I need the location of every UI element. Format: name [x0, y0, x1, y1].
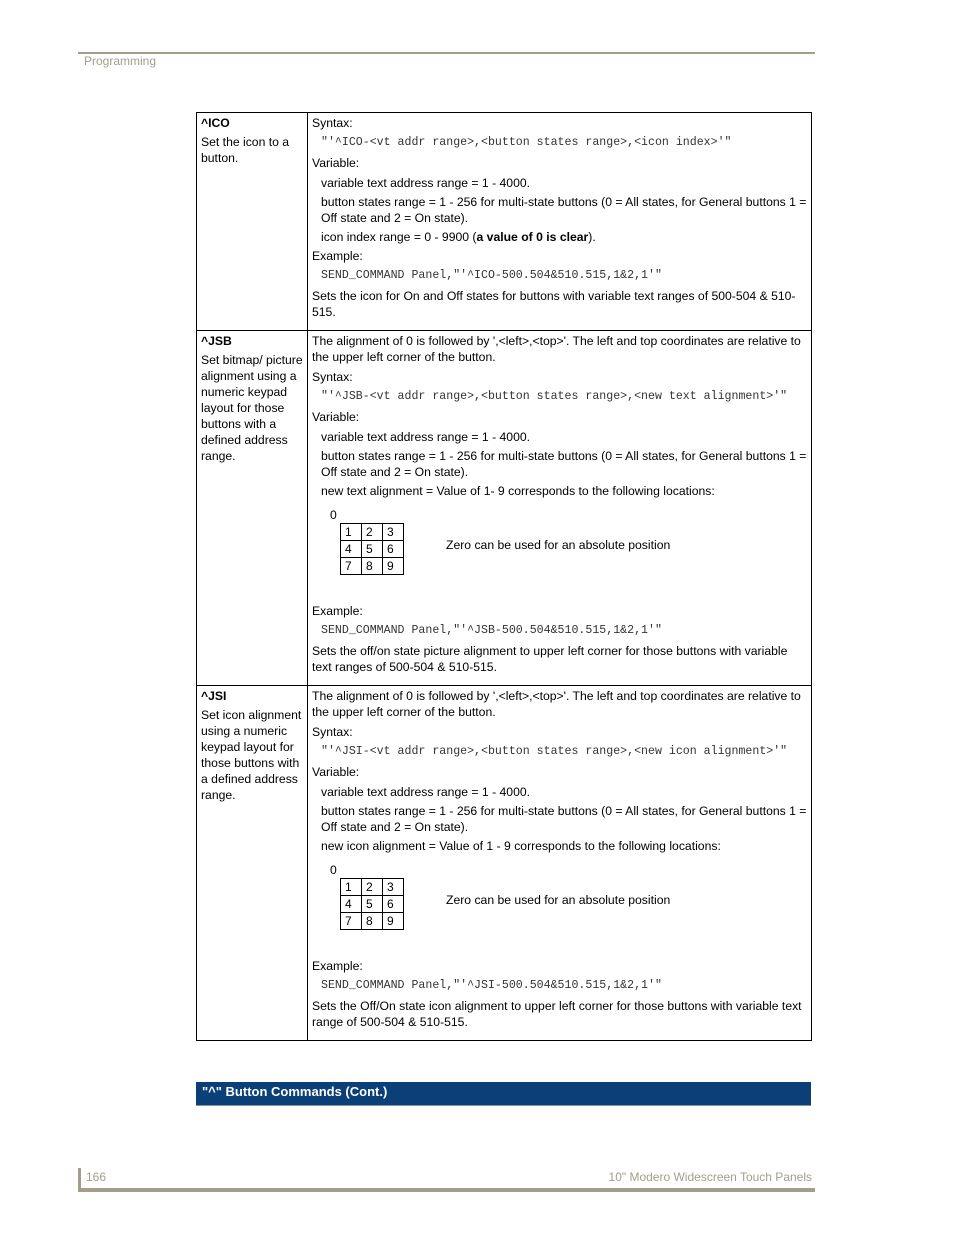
keypad-cell: 5 [362, 896, 383, 913]
command-name: ^JSI [201, 689, 227, 703]
command-brief: Set icon alignment using a numeric keypad layout for those buttons with a defined address range. [201, 708, 302, 802]
variable-item: variable text address range = 1 - 4000. [321, 785, 531, 799]
table-caption-bar [196, 1082, 811, 1106]
command-name: ^ICO [201, 116, 230, 130]
example-label: Example: [312, 959, 363, 973]
syntax-label: Syntax: [312, 725, 353, 739]
footer-rule [78, 1188, 815, 1192]
keypad-layout [312, 507, 807, 599]
command-table [196, 112, 812, 1041]
variable-label: Variable: [312, 410, 360, 424]
keypad-cell: 9 [383, 558, 404, 575]
keypad-cell: 5 [362, 541, 383, 558]
zero-note: Zero can be used for an absolute position [446, 893, 671, 907]
keypad-zero-label: 0 [330, 508, 337, 522]
keypad-cell: 1 [341, 879, 362, 896]
example-result: Sets the icon for On and Off states for buttons with variable text ranges of 500-504 & 510-515. [312, 289, 796, 319]
keypad-cell: 7 [341, 913, 362, 930]
table-row [197, 686, 812, 1041]
keypad-cell: 1 [341, 524, 362, 541]
example-code: SEND_COMMAND Panel,"'^JSI-500.504&510.515,1&2,1'" [321, 979, 662, 992]
command-intro: The alignment of 0 is followed by ',<left>,<top>'. The left and top coordinates are relative to the upper left corner of the button. [312, 689, 801, 719]
command-name-cell [197, 331, 308, 686]
variable-item: variable text address range = 1 - 4000. [321, 176, 531, 190]
variable-item [321, 229, 807, 245]
page-number: 166 [86, 1170, 107, 1184]
variable-item: variable text address range = 1 - 4000. [321, 430, 531, 444]
example-label: Example: [312, 604, 363, 618]
keypad-grid [340, 523, 404, 575]
variable-label: Variable: [312, 156, 360, 170]
command-description-cell [308, 331, 812, 686]
syntax-label: Syntax: [312, 116, 353, 130]
keypad-zero-label: 0 [330, 863, 337, 877]
syntax-label: Syntax: [312, 370, 353, 384]
keypad-cell: 3 [383, 879, 404, 896]
variable-label: Variable: [312, 765, 360, 779]
footer-title: 10" Modero Widescreen Touch Panels [608, 1170, 812, 1184]
keypad-cell: 4 [341, 896, 362, 913]
syntax-code: "'^JSB-<vt addr range>,<button states range>,<new text alignment>'" [321, 390, 788, 403]
command-description-cell [308, 686, 812, 1041]
command-intro: The alignment of 0 is followed by ',<left>,<top>'. The left and top coordinates are relative to the upper left corner of the button. [312, 334, 801, 364]
keypad-cell: 7 [341, 558, 362, 575]
example-result: Sets the off/on state picture alignment to upper left corner for those buttons with variable text ranges of 500-504 & 510-515. [312, 644, 788, 674]
command-name-cell [197, 686, 308, 1041]
variable-bold-text: a value of 0 is clear [476, 230, 589, 244]
variable-item: button states range = 1 - 256 for multi-state buttons (0 = All states, for General buttons 1 = Off state and 2 = On state). [321, 195, 807, 225]
running-header: Programming [84, 54, 157, 68]
variable-text: ). [588, 230, 596, 244]
command-brief: Set bitmap/ picture alignment using a numeric keypad layout for those buttons with a defined address range. [201, 353, 303, 463]
command-brief: Set the icon to a button. [201, 135, 290, 165]
table-row [197, 113, 812, 331]
keypad-cell: 6 [383, 896, 404, 913]
keypad-cell: 3 [383, 524, 404, 541]
example-code: SEND_COMMAND Panel,"'^ICO-500.504&510.515,1&2,1'" [321, 269, 662, 282]
command-name-cell [197, 113, 308, 331]
header-rule [78, 52, 815, 54]
variable-item: new text alignment = Value of 1- 9 corresponds to the following locations: [321, 484, 715, 498]
variable-item: new icon alignment = Value of 1 - 9 corresponds to the following locations: [321, 839, 721, 853]
keypad-cell: 2 [362, 879, 383, 896]
variable-item: button states range = 1 - 256 for multi-state buttons (0 = All states, for General buttons 1 = Off state and 2 = On state). [321, 449, 807, 479]
example-result: Sets the Off/On state icon alignment to upper left corner for those buttons with variable text range of 500-504 & 510-515. [312, 999, 802, 1029]
keypad-cell: 8 [362, 558, 383, 575]
keypad-cell: 2 [362, 524, 383, 541]
example-label: Example: [312, 249, 363, 263]
variable-text: icon index range = 0 - 9900 ( [321, 230, 477, 244]
keypad-layout [312, 862, 807, 954]
variable-item: button states range = 1 - 256 for multi-state buttons (0 = All states, for General buttons 1 = Off state and 2 = On state). [321, 804, 807, 834]
keypad-cell: 6 [383, 541, 404, 558]
keypad-cell: 4 [341, 541, 362, 558]
table-caption: "^" Button Commands (Cont.) [202, 1084, 388, 1099]
table-row [197, 331, 812, 686]
keypad-grid [340, 878, 404, 930]
syntax-code: "'^ICO-<vt addr range>,<button states range>,<icon index>'" [321, 136, 732, 149]
keypad-cell: 8 [362, 913, 383, 930]
syntax-code: "'^JSI-<vt addr range>,<button states range>,<new icon alignment>'" [321, 745, 788, 758]
zero-note: Zero can be used for an absolute position [446, 538, 671, 552]
command-name: ^JSB [201, 334, 232, 348]
keypad-cell: 9 [383, 913, 404, 930]
command-description-cell [308, 113, 812, 331]
example-code: SEND_COMMAND Panel,"'^JSB-500.504&510.515,1&2,1'" [321, 624, 662, 637]
